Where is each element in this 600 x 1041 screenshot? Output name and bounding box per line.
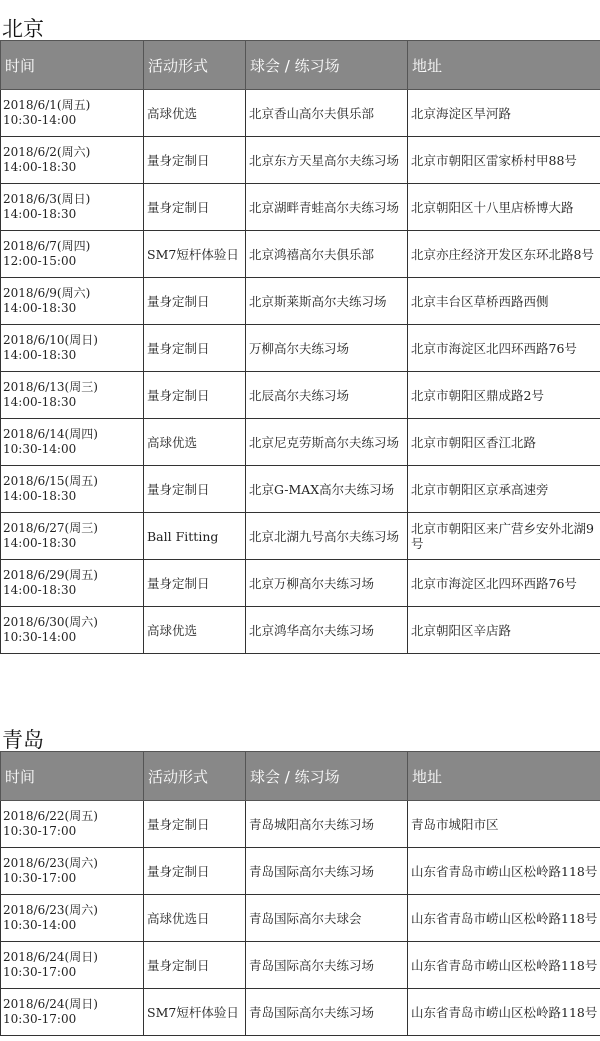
cell-time xyxy=(1,513,144,560)
cell-hours: 14:00-18:30 xyxy=(3,301,77,315)
table-row xyxy=(1,989,600,1036)
cell-type: 量身定制日 xyxy=(144,942,246,989)
cell-date: 2018/6/1(周五) xyxy=(3,98,91,112)
cell-date: 2018/6/15(周五) xyxy=(3,474,98,488)
table-row xyxy=(1,801,600,848)
table-row xyxy=(1,184,600,231)
cell-date: 2018/6/23(周六) xyxy=(3,856,98,870)
table-row xyxy=(1,466,600,513)
cell-venue: 北京东方天星高尔夫练习场 xyxy=(246,137,408,184)
cell-type: 量身定制日 xyxy=(144,184,246,231)
cell-time xyxy=(1,848,144,895)
cell-time xyxy=(1,895,144,942)
header-time: 时间 xyxy=(1,752,144,801)
cell-venue: 北京尼克劳斯高尔夫练习场 xyxy=(246,419,408,466)
cell-time xyxy=(1,372,144,419)
cell-time xyxy=(1,989,144,1036)
cell-hours: 10:30-14:00 xyxy=(3,442,77,456)
cell-type: 量身定制日 xyxy=(144,848,246,895)
cell-hours: 14:00-18:30 xyxy=(3,207,77,221)
cell-address: 山东省青岛市崂山区松岭路118号 xyxy=(408,848,600,895)
cell-date: 2018/6/23(周六) xyxy=(3,903,98,917)
cell-address: 北京市朝阳区京承高速旁 xyxy=(408,466,600,513)
table-row xyxy=(1,419,600,466)
cell-address: 北京市朝阳区雷家桥村甲88号 xyxy=(408,137,600,184)
cell-address: 北京丰台区草桥西路西侧 xyxy=(408,278,600,325)
cell-type: SM7短杆体验日 xyxy=(144,989,246,1036)
cell-date: 2018/6/14(周四) xyxy=(3,427,98,441)
cell-type: 量身定制日 xyxy=(144,137,246,184)
cell-type: 高球优选 xyxy=(144,607,246,654)
cell-date: 2018/6/27(周三) xyxy=(3,521,98,535)
cell-type: 高球优选 xyxy=(144,90,246,137)
table-body xyxy=(1,801,600,1036)
header-venue: 球会 / 练习场 xyxy=(246,752,408,801)
table-row xyxy=(1,90,600,137)
cell-hours: 14:00-18:30 xyxy=(3,395,77,409)
cell-hours: 10:30-17:00 xyxy=(3,824,77,838)
table-row xyxy=(1,278,600,325)
cell-hours: 10:30-14:00 xyxy=(3,630,77,644)
cell-address: 北京市朝阳区鼎成路2号 xyxy=(408,372,600,419)
cell-date: 2018/6/10(周日) xyxy=(3,333,98,347)
table-header-row xyxy=(1,41,600,90)
cell-venue: 青岛国际高尔夫练习场 xyxy=(246,848,408,895)
table-header-row xyxy=(1,752,600,801)
header-time: 时间 xyxy=(1,41,144,90)
cell-address: 青岛市城阳市区 xyxy=(408,801,600,848)
cell-type: 量身定制日 xyxy=(144,325,246,372)
cell-address: 山东省青岛市崂山区松岭路118号 xyxy=(408,989,600,1036)
cell-address: 北京市海淀区北四环西路76号 xyxy=(408,560,600,607)
header-type: 活动形式 xyxy=(144,752,246,801)
cell-hours: 14:00-18:30 xyxy=(3,583,77,597)
cell-time xyxy=(1,137,144,184)
table-row xyxy=(1,942,600,989)
header-venue: 球会 / 练习场 xyxy=(246,41,408,90)
cell-address: 山东省青岛市崂山区松岭路118号 xyxy=(408,895,600,942)
cell-type: 量身定制日 xyxy=(144,466,246,513)
cell-type: 量身定制日 xyxy=(144,801,246,848)
cell-time xyxy=(1,466,144,513)
cell-address: 北京市朝阳区香江北路 xyxy=(408,419,600,466)
table-row xyxy=(1,513,600,560)
cell-hours: 10:30-17:00 xyxy=(3,1012,77,1026)
cell-type: 量身定制日 xyxy=(144,372,246,419)
table-row xyxy=(1,848,600,895)
cell-venue: 北辰高尔夫练习场 xyxy=(246,372,408,419)
cell-type: 高球优选日 xyxy=(144,895,246,942)
cell-address: 北京亦庄经济开发区东环北路8号 xyxy=(408,231,600,278)
header-address: 地址 xyxy=(408,41,600,90)
cell-time xyxy=(1,184,144,231)
cell-venue: 青岛国际高尔夫球会 xyxy=(246,895,408,942)
cell-time xyxy=(1,231,144,278)
cell-type: 高球优选 xyxy=(144,419,246,466)
cell-venue: 北京湖畔青蛙高尔夫练习场 xyxy=(246,184,408,231)
cell-type: 量身定制日 xyxy=(144,278,246,325)
cell-date: 2018/6/30(周六) xyxy=(3,615,98,629)
cell-address: 北京朝阳区十八里店桥博大路 xyxy=(408,184,600,231)
cell-date: 2018/6/3(周日) xyxy=(3,192,91,206)
city-title: 北京 xyxy=(2,17,44,41)
cell-time xyxy=(1,607,144,654)
table-row xyxy=(1,560,600,607)
cell-time xyxy=(1,942,144,989)
cell-date: 2018/6/13(周三) xyxy=(3,380,98,394)
cell-address: 北京市朝阳区来广营乡安外北湖9号 xyxy=(408,513,600,560)
table-row xyxy=(1,372,600,419)
cell-venue: 青岛国际高尔夫练习场 xyxy=(246,989,408,1036)
cell-venue: 北京鸿华高尔夫练习场 xyxy=(246,607,408,654)
cell-hours: 10:30-17:00 xyxy=(3,965,77,979)
cell-hours: 14:00-18:30 xyxy=(3,536,77,550)
cell-date: 2018/6/9(周六) xyxy=(3,286,91,300)
cell-time xyxy=(1,278,144,325)
schedule-table xyxy=(0,40,600,654)
table-row xyxy=(1,895,600,942)
cell-hours: 10:30-17:00 xyxy=(3,871,77,885)
cell-hours: 14:00-18:30 xyxy=(3,489,77,503)
cell-time xyxy=(1,90,144,137)
header-address: 地址 xyxy=(408,752,600,801)
cell-venue: 北京万柳高尔夫练习场 xyxy=(246,560,408,607)
cell-hours: 14:00-18:30 xyxy=(3,160,77,174)
cell-time xyxy=(1,801,144,848)
cell-venue: 万柳高尔夫练习场 xyxy=(246,325,408,372)
cell-hours: 10:30-14:00 xyxy=(3,918,77,932)
cell-date: 2018/6/2(周六) xyxy=(3,145,91,159)
city-title: 青岛 xyxy=(2,728,44,752)
cell-address: 北京市海淀区北四环西路76号 xyxy=(408,325,600,372)
cell-venue: 北京鸿禧高尔夫俱乐部 xyxy=(246,231,408,278)
cell-time xyxy=(1,325,144,372)
cell-time xyxy=(1,560,144,607)
cell-venue: 北京香山高尔夫俱乐部 xyxy=(246,90,408,137)
cell-date: 2018/6/24(周日) xyxy=(3,950,98,964)
cell-type: SM7短杆体验日 xyxy=(144,231,246,278)
cell-hours: 10:30-14:00 xyxy=(3,113,77,127)
cell-date: 2018/6/29(周五) xyxy=(3,568,98,582)
cell-time xyxy=(1,419,144,466)
cell-date: 2018/6/22(周五) xyxy=(3,809,98,823)
cell-address: 北京海淀区旱河路 xyxy=(408,90,600,137)
cell-type: 量身定制日 xyxy=(144,560,246,607)
table-row xyxy=(1,325,600,372)
cell-hours: 12:00-15:00 xyxy=(3,254,77,268)
cell-hours: 14:00-18:30 xyxy=(3,348,77,362)
cell-address: 山东省青岛市崂山区松岭路118号 xyxy=(408,942,600,989)
cell-venue: 北京G-MAX高尔夫练习场 xyxy=(246,466,408,513)
table-body xyxy=(1,90,600,654)
table-row xyxy=(1,607,600,654)
table-row xyxy=(1,137,600,184)
cell-date: 2018/6/7(周四) xyxy=(3,239,91,253)
cell-venue: 北京斯莱斯高尔夫练习场 xyxy=(246,278,408,325)
table-row xyxy=(1,231,600,278)
cell-venue: 青岛城阳高尔夫练习场 xyxy=(246,801,408,848)
cell-date: 2018/6/24(周日) xyxy=(3,997,98,1011)
schedule-table xyxy=(0,751,600,1036)
cell-venue: 青岛国际高尔夫练习场 xyxy=(246,942,408,989)
cell-venue: 北京北湖九号高尔夫练习场 xyxy=(246,513,408,560)
header-type: 活动形式 xyxy=(144,41,246,90)
cell-address: 北京朝阳区辛店路 xyxy=(408,607,600,654)
cell-type: Ball Fitting xyxy=(144,513,246,560)
